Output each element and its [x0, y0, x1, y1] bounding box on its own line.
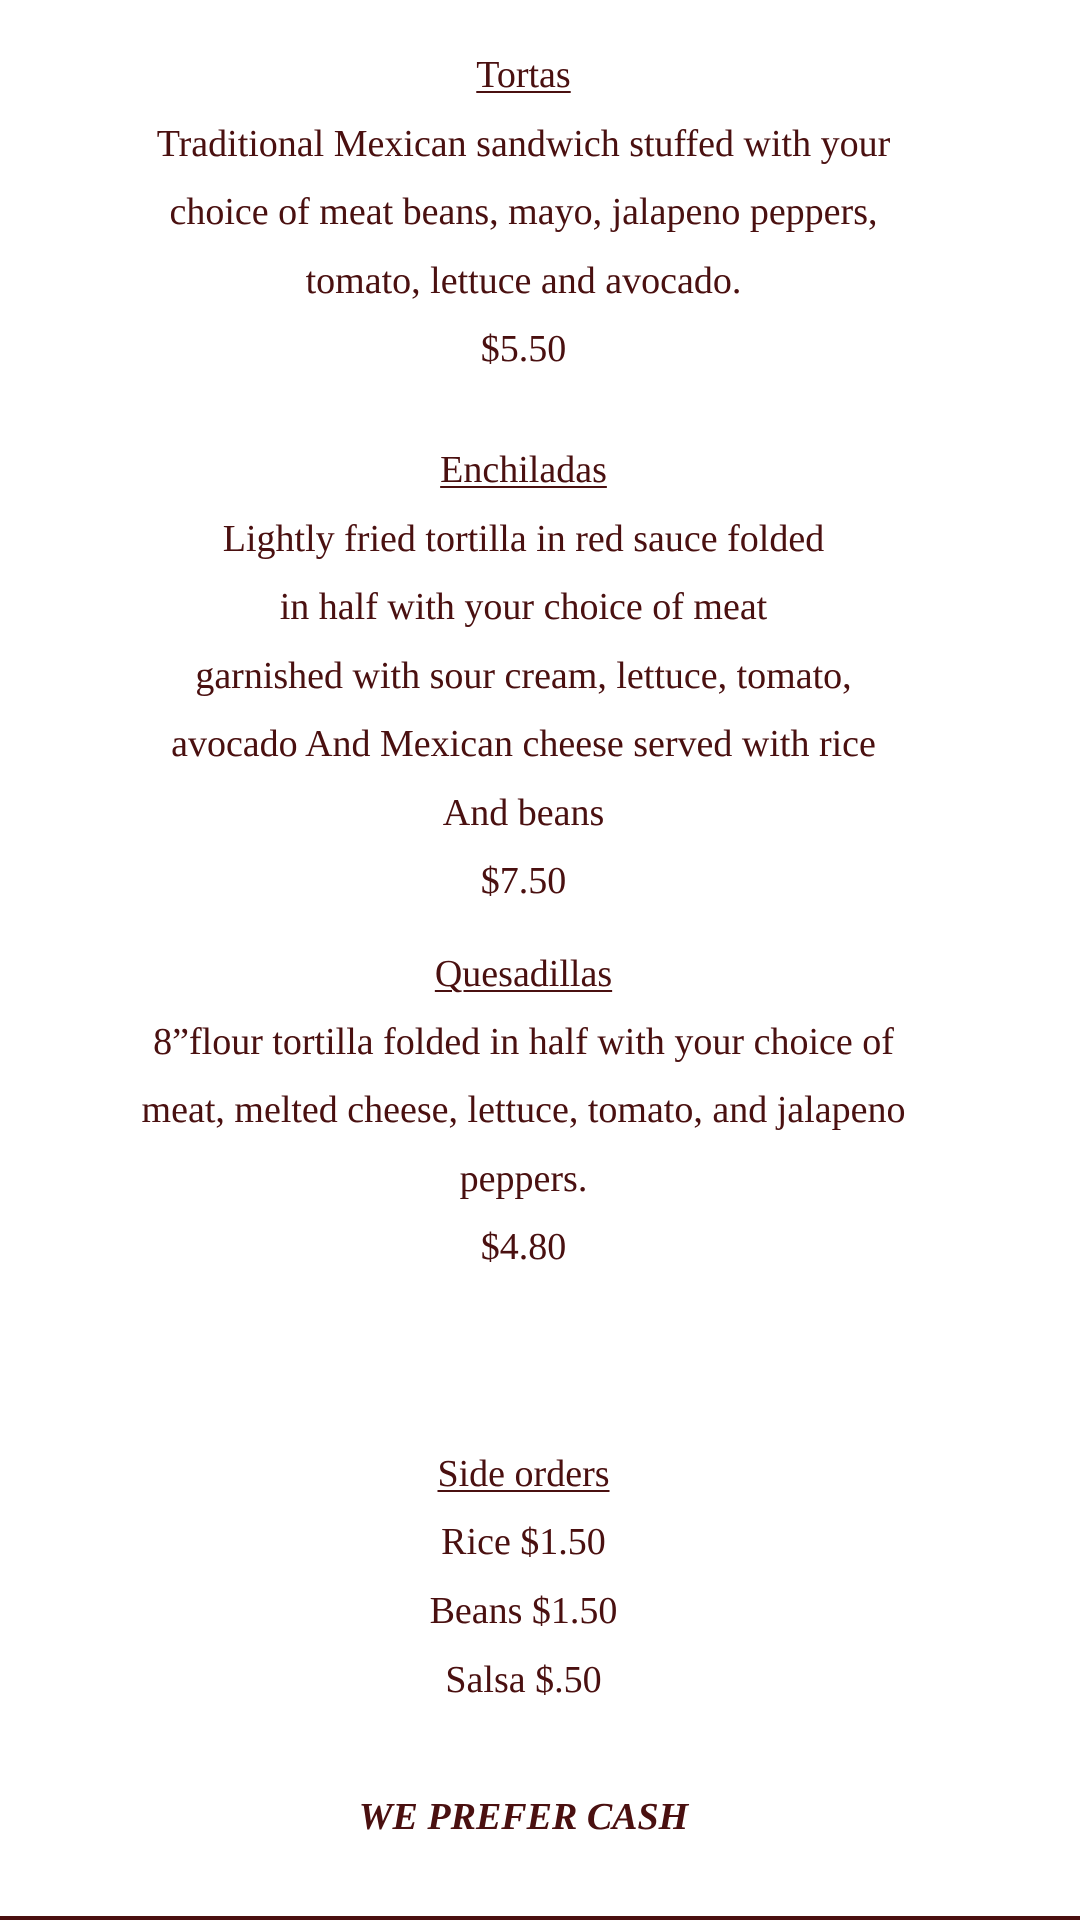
tortas-description-line-2: choice of meat beans, mayo, jalapeno peppers, [169, 191, 878, 233]
enchiladas-description-line-1: Lightly fried tortilla in red sauce folded [222, 518, 825, 560]
tortas-heading: Tortas [476, 54, 571, 96]
side-order-item: Salsa $.50 [445, 1659, 602, 1701]
enchiladas-description-line-3: garnished with sour cream, lettuce, tomato, [195, 655, 852, 697]
bottom-divider [0, 1916, 1080, 1920]
tortas-price: $5.50 [480, 328, 567, 370]
payment-note: WE PREFER CASH [358, 1796, 689, 1838]
quesadillas-description-line-1: 8”flour tortilla folded in half with your choice of [153, 1021, 894, 1063]
quesadillas-description-line-3: peppers. [459, 1158, 588, 1200]
quesadillas-price: $4.80 [480, 1226, 567, 1268]
enchiladas-description-line-5: And beans [442, 792, 605, 834]
side-order-item: Rice $1.50 [441, 1521, 606, 1563]
side-order-item: Beans $1.50 [429, 1590, 618, 1632]
quesadillas-heading: Quesadillas [434, 953, 613, 995]
quesadillas-description-line-2: meat, melted cheese, lettuce, tomato, and jalapeno [141, 1089, 906, 1131]
enchiladas-price: $7.50 [480, 860, 567, 902]
enchiladas-heading: Enchiladas [440, 449, 607, 491]
enchiladas-description-line-2: in half with your choice of meat [279, 586, 768, 628]
side-orders-heading: Side orders [437, 1453, 610, 1495]
enchiladas-description-line-4: avocado And Mexican cheese served with rice [171, 723, 876, 765]
tortas-description-line-1: Traditional Mexican sandwich stuffed with your [156, 123, 891, 165]
tortas-description-line-3: tomato, lettuce and avocado. [305, 260, 742, 302]
